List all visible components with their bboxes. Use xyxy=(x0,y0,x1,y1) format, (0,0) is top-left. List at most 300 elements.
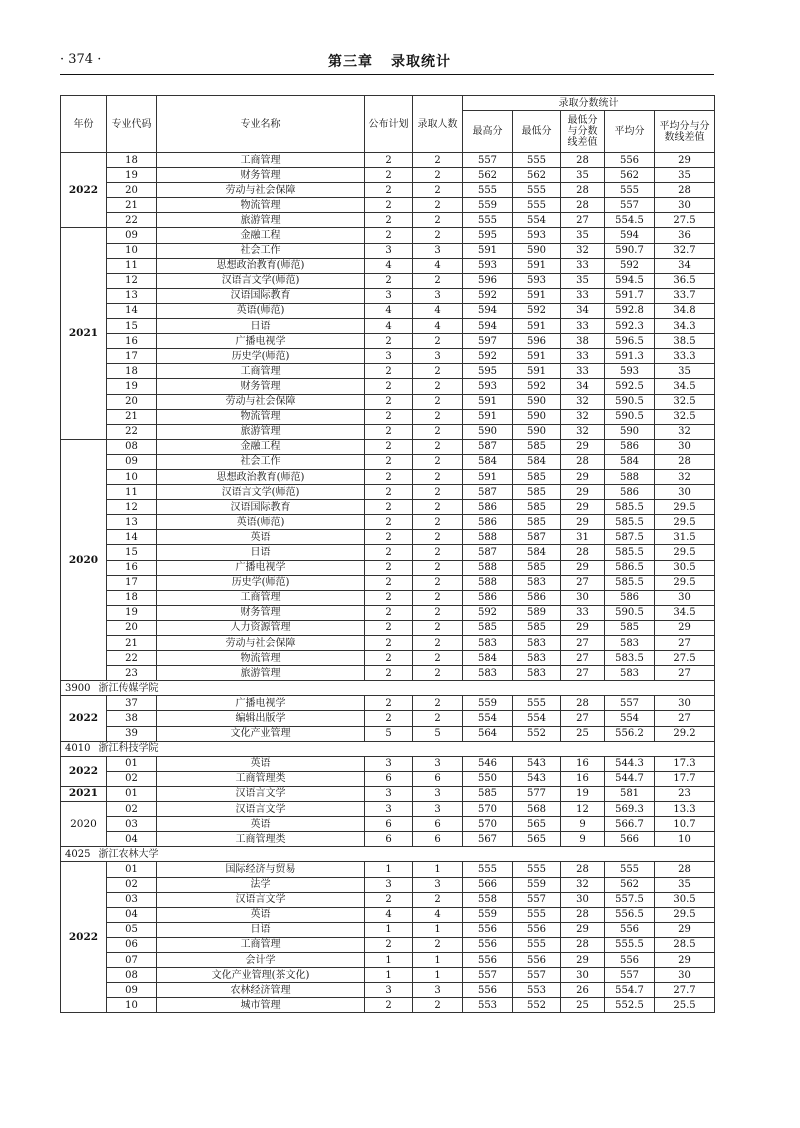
code-cell: 11 xyxy=(107,258,157,273)
min-diff-cell: 34 xyxy=(561,379,605,394)
max-cell: 592 xyxy=(463,349,513,364)
table-row xyxy=(61,515,715,530)
plan-cell: 4 xyxy=(365,303,413,318)
avg-diff-cell: 29.5 xyxy=(655,575,715,590)
admit-cell: 2 xyxy=(413,605,463,620)
admit-cell: 3 xyxy=(413,756,463,771)
col-min-diff: 最低分与分数线差值 xyxy=(561,111,605,153)
code-cell: 01 xyxy=(107,862,157,877)
avg-diff-cell: 32 xyxy=(655,469,715,484)
code-cell: 13 xyxy=(107,288,157,303)
min-cell: 585 xyxy=(513,485,561,500)
avg-cell: 544.3 xyxy=(605,756,655,771)
page-header xyxy=(60,50,710,72)
code-cell: 23 xyxy=(107,666,157,681)
plan-cell: 2 xyxy=(365,892,413,907)
chapter-label: 第三章 xyxy=(328,54,373,70)
avg-diff-cell: 30.5 xyxy=(655,560,715,575)
avg-cell: 590 xyxy=(605,424,655,439)
school-code: 3900 xyxy=(65,682,91,694)
name-cell: 汉语国际教育 xyxy=(157,500,365,515)
min-cell: 543 xyxy=(513,771,561,786)
avg-cell: 556 xyxy=(605,922,655,937)
plan-cell: 2 xyxy=(365,394,413,409)
plan-cell: 2 xyxy=(365,590,413,605)
header-rule xyxy=(60,74,714,75)
avg-diff-cell: 32.7 xyxy=(655,243,715,258)
avg-diff-cell: 30 xyxy=(655,439,715,454)
avg-cell: 585.5 xyxy=(605,575,655,590)
plan-cell: 1 xyxy=(365,862,413,877)
avg-cell: 590.5 xyxy=(605,394,655,409)
col-max: 最高分 xyxy=(463,111,513,153)
min-cell: 591 xyxy=(513,349,561,364)
name-cell: 工商管理 xyxy=(157,153,365,168)
name-cell: 旅游管理 xyxy=(157,666,365,681)
admit-cell: 2 xyxy=(413,379,463,394)
max-cell: 594 xyxy=(463,319,513,334)
admit-cell: 3 xyxy=(413,288,463,303)
code-cell: 06 xyxy=(107,937,157,952)
plan-cell: 2 xyxy=(365,605,413,620)
table-row xyxy=(61,922,715,937)
admit-cell: 2 xyxy=(413,439,463,454)
min-cell: 591 xyxy=(513,258,561,273)
name-cell: 英语(师范) xyxy=(157,303,365,318)
avg-cell: 552.5 xyxy=(605,998,655,1013)
name-cell: 工商管理 xyxy=(157,590,365,605)
admit-cell: 2 xyxy=(413,228,463,243)
name-cell: 英语 xyxy=(157,907,365,922)
table-row xyxy=(61,560,715,575)
min-diff-cell: 9 xyxy=(561,832,605,847)
min-cell: 565 xyxy=(513,832,561,847)
avg-cell: 566 xyxy=(605,832,655,847)
plan-cell: 2 xyxy=(365,153,413,168)
min-diff-cell: 29 xyxy=(561,560,605,575)
avg-diff-cell: 13.3 xyxy=(655,802,715,817)
table-row xyxy=(61,711,715,726)
avg-diff-cell: 34.5 xyxy=(655,605,715,620)
admit-cell: 4 xyxy=(413,258,463,273)
code-cell: 17 xyxy=(107,575,157,590)
table-row xyxy=(61,983,715,998)
min-diff-cell: 29 xyxy=(561,620,605,635)
admit-cell: 2 xyxy=(413,394,463,409)
table-row xyxy=(61,319,715,334)
admit-cell: 2 xyxy=(413,183,463,198)
max-cell: 585 xyxy=(463,786,513,801)
admit-cell: 5 xyxy=(413,726,463,741)
max-cell: 559 xyxy=(463,907,513,922)
max-cell: 556 xyxy=(463,983,513,998)
admit-cell: 2 xyxy=(413,213,463,228)
min-cell: 592 xyxy=(513,379,561,394)
max-cell: 588 xyxy=(463,575,513,590)
table-row xyxy=(61,500,715,515)
plan-cell: 2 xyxy=(365,545,413,560)
min-cell: 591 xyxy=(513,288,561,303)
avg-diff-cell: 29 xyxy=(655,952,715,967)
avg-cell: 569.3 xyxy=(605,802,655,817)
table-row xyxy=(61,394,715,409)
max-cell: 564 xyxy=(463,726,513,741)
max-cell: 556 xyxy=(463,937,513,952)
min-diff-cell: 34 xyxy=(561,303,605,318)
table-row xyxy=(61,620,715,635)
code-cell: 20 xyxy=(107,620,157,635)
min-cell: 552 xyxy=(513,726,561,741)
admit-cell: 3 xyxy=(413,802,463,817)
max-cell: 583 xyxy=(463,636,513,651)
avg-cell: 555 xyxy=(605,862,655,877)
max-cell: 555 xyxy=(463,183,513,198)
max-cell: 583 xyxy=(463,666,513,681)
plan-cell: 3 xyxy=(365,243,413,258)
avg-cell: 583.5 xyxy=(605,651,655,666)
table-row xyxy=(61,726,715,741)
name-cell: 汉语言文学 xyxy=(157,786,365,801)
name-cell: 思想政治教育(师范) xyxy=(157,258,365,273)
max-cell: 591 xyxy=(463,394,513,409)
name-cell: 财务管理 xyxy=(157,168,365,183)
year-cell: 2021 xyxy=(61,786,107,801)
table-row xyxy=(61,153,715,168)
max-cell: 567 xyxy=(463,832,513,847)
name-cell: 旅游管理 xyxy=(157,213,365,228)
min-cell: 586 xyxy=(513,590,561,605)
min-cell: 590 xyxy=(513,409,561,424)
plan-cell: 6 xyxy=(365,771,413,786)
admit-cell: 2 xyxy=(413,500,463,515)
code-cell: 12 xyxy=(107,500,157,515)
chapter-heading xyxy=(328,51,451,71)
avg-diff-cell: 27.7 xyxy=(655,983,715,998)
min-diff-cell: 28 xyxy=(561,198,605,213)
avg-diff-cell: 34 xyxy=(655,258,715,273)
max-cell: 594 xyxy=(463,303,513,318)
school-code: 4025 xyxy=(65,848,91,860)
name-cell: 社会工作 xyxy=(157,454,365,469)
avg-diff-cell: 33.7 xyxy=(655,288,715,303)
col-plan: 公布计划 xyxy=(365,96,413,153)
avg-cell: 556.5 xyxy=(605,907,655,922)
chapter-title: 录取统计 xyxy=(391,54,451,70)
avg-diff-cell: 32 xyxy=(655,424,715,439)
min-diff-cell: 19 xyxy=(561,786,605,801)
admit-cell: 2 xyxy=(413,198,463,213)
name-cell: 工商管理类 xyxy=(157,832,365,847)
plan-cell: 2 xyxy=(365,273,413,288)
year-cell: 2022 xyxy=(61,862,107,1013)
avg-cell: 585.5 xyxy=(605,515,655,530)
max-cell: 584 xyxy=(463,651,513,666)
code-cell: 37 xyxy=(107,696,157,711)
avg-cell: 596.5 xyxy=(605,334,655,349)
min-diff-cell: 16 xyxy=(561,771,605,786)
min-cell: 590 xyxy=(513,424,561,439)
name-cell: 财务管理 xyxy=(157,605,365,620)
plan-cell: 3 xyxy=(365,802,413,817)
min-diff-cell: 32 xyxy=(561,424,605,439)
max-cell: 597 xyxy=(463,334,513,349)
school-row xyxy=(61,681,715,696)
name-cell: 工商管理 xyxy=(157,937,365,952)
avg-cell: 544.7 xyxy=(605,771,655,786)
plan-cell: 3 xyxy=(365,349,413,364)
max-cell: 587 xyxy=(463,439,513,454)
min-cell: 577 xyxy=(513,786,561,801)
name-cell: 人力资源管理 xyxy=(157,620,365,635)
min-cell: 556 xyxy=(513,952,561,967)
table-row xyxy=(61,651,715,666)
admit-cell: 2 xyxy=(413,469,463,484)
table-row xyxy=(61,288,715,303)
name-cell: 汉语国际教育 xyxy=(157,288,365,303)
max-cell: 587 xyxy=(463,545,513,560)
min-cell: 583 xyxy=(513,666,561,681)
max-cell: 590 xyxy=(463,424,513,439)
avg-diff-cell: 29.5 xyxy=(655,515,715,530)
avg-diff-cell: 27 xyxy=(655,711,715,726)
max-cell: 566 xyxy=(463,877,513,892)
table-row xyxy=(61,771,715,786)
table-row xyxy=(61,590,715,605)
max-cell: 557 xyxy=(463,153,513,168)
max-cell: 562 xyxy=(463,168,513,183)
name-cell: 广播电视学 xyxy=(157,334,365,349)
school-row xyxy=(61,847,715,862)
admit-cell: 2 xyxy=(413,334,463,349)
plan-cell: 3 xyxy=(365,983,413,998)
plan-cell: 1 xyxy=(365,922,413,937)
max-cell: 554 xyxy=(463,711,513,726)
min-diff-cell: 29 xyxy=(561,500,605,515)
name-cell: 汉语言文学 xyxy=(157,892,365,907)
col-min: 最低分 xyxy=(513,111,561,153)
table-row xyxy=(61,485,715,500)
code-cell: 22 xyxy=(107,651,157,666)
avg-diff-cell: 10.7 xyxy=(655,817,715,832)
code-cell: 09 xyxy=(107,228,157,243)
min-cell: 565 xyxy=(513,817,561,832)
min-diff-cell: 28 xyxy=(561,907,605,922)
plan-cell: 3 xyxy=(365,877,413,892)
plan-cell: 2 xyxy=(365,183,413,198)
plan-cell: 2 xyxy=(365,530,413,545)
avg-diff-cell: 36 xyxy=(655,228,715,243)
name-cell: 历史学(师范) xyxy=(157,349,365,364)
max-cell: 584 xyxy=(463,454,513,469)
plan-cell: 2 xyxy=(365,696,413,711)
admit-cell: 6 xyxy=(413,771,463,786)
avg-cell: 592 xyxy=(605,258,655,273)
name-cell: 物流管理 xyxy=(157,409,365,424)
avg-diff-cell: 28 xyxy=(655,454,715,469)
avg-cell: 566.7 xyxy=(605,817,655,832)
admit-cell: 2 xyxy=(413,696,463,711)
plan-cell: 2 xyxy=(365,575,413,590)
admit-cell: 6 xyxy=(413,832,463,847)
avg-diff-cell: 27.5 xyxy=(655,213,715,228)
avg-cell: 554.7 xyxy=(605,983,655,998)
code-cell: 22 xyxy=(107,213,157,228)
plan-cell: 3 xyxy=(365,786,413,801)
name-cell: 文化产业管理 xyxy=(157,726,365,741)
avg-diff-cell: 25.5 xyxy=(655,998,715,1013)
min-cell: 568 xyxy=(513,802,561,817)
avg-cell: 586 xyxy=(605,590,655,605)
max-cell: 593 xyxy=(463,379,513,394)
code-cell: 20 xyxy=(107,183,157,198)
max-cell: 546 xyxy=(463,756,513,771)
max-cell: 555 xyxy=(463,213,513,228)
table-row xyxy=(61,273,715,288)
code-cell: 19 xyxy=(107,605,157,620)
admit-cell: 2 xyxy=(413,545,463,560)
name-cell: 汉语言文学 xyxy=(157,802,365,817)
min-cell: 587 xyxy=(513,530,561,545)
year-cell: 2020 xyxy=(61,802,107,847)
admit-cell: 2 xyxy=(413,666,463,681)
avg-cell: 554 xyxy=(605,711,655,726)
avg-diff-cell: 28 xyxy=(655,862,715,877)
avg-cell: 556 xyxy=(605,952,655,967)
min-cell: 584 xyxy=(513,545,561,560)
max-cell: 559 xyxy=(463,696,513,711)
min-diff-cell: 25 xyxy=(561,998,605,1013)
plan-cell: 2 xyxy=(365,998,413,1013)
admit-cell: 3 xyxy=(413,243,463,258)
avg-cell: 556.2 xyxy=(605,726,655,741)
table-row xyxy=(61,877,715,892)
plan-cell: 5 xyxy=(365,726,413,741)
avg-cell: 555 xyxy=(605,183,655,198)
min-cell: 583 xyxy=(513,636,561,651)
code-cell: 39 xyxy=(107,726,157,741)
avg-diff-cell: 34.8 xyxy=(655,303,715,318)
min-cell: 589 xyxy=(513,605,561,620)
min-cell: 562 xyxy=(513,168,561,183)
code-cell: 19 xyxy=(107,168,157,183)
table-row xyxy=(61,168,715,183)
avg-cell: 594 xyxy=(605,228,655,243)
code-cell: 07 xyxy=(107,952,157,967)
admit-cell: 4 xyxy=(413,319,463,334)
min-diff-cell: 27 xyxy=(561,636,605,651)
avg-diff-cell: 31.5 xyxy=(655,530,715,545)
avg-cell: 590.5 xyxy=(605,409,655,424)
code-cell: 02 xyxy=(107,802,157,817)
table-header xyxy=(61,96,715,153)
plan-cell: 2 xyxy=(365,409,413,424)
max-cell: 588 xyxy=(463,530,513,545)
table-row xyxy=(61,575,715,590)
avg-diff-cell: 34.3 xyxy=(655,319,715,334)
min-diff-cell: 32 xyxy=(561,409,605,424)
name-cell: 日语 xyxy=(157,319,365,334)
table-row xyxy=(61,409,715,424)
admit-cell: 3 xyxy=(413,786,463,801)
avg-cell: 562 xyxy=(605,877,655,892)
school-cell xyxy=(61,741,715,756)
min-diff-cell: 32 xyxy=(561,394,605,409)
plan-cell: 2 xyxy=(365,454,413,469)
min-diff-cell: 28 xyxy=(561,454,605,469)
plan-cell: 2 xyxy=(365,213,413,228)
table-row xyxy=(61,258,715,273)
plan-cell: 4 xyxy=(365,258,413,273)
school-name: 浙江农林大学 xyxy=(98,848,159,860)
max-cell: 570 xyxy=(463,802,513,817)
min-diff-cell: 29 xyxy=(561,485,605,500)
avg-cell: 592.5 xyxy=(605,379,655,394)
name-cell: 英语 xyxy=(157,756,365,771)
min-diff-cell: 30 xyxy=(561,968,605,983)
avg-cell: 583 xyxy=(605,636,655,651)
min-diff-cell: 26 xyxy=(561,983,605,998)
min-diff-cell: 33 xyxy=(561,349,605,364)
min-diff-cell: 35 xyxy=(561,273,605,288)
name-cell: 历史学(师范) xyxy=(157,575,365,590)
min-cell: 585 xyxy=(513,469,561,484)
max-cell: 593 xyxy=(463,258,513,273)
min-cell: 585 xyxy=(513,620,561,635)
min-diff-cell: 27 xyxy=(561,213,605,228)
table-row xyxy=(61,786,715,801)
min-diff-cell: 27 xyxy=(561,651,605,666)
code-cell: 13 xyxy=(107,515,157,530)
admit-cell: 2 xyxy=(413,711,463,726)
table-body xyxy=(61,153,715,1013)
table-row xyxy=(61,243,715,258)
avg-cell: 586 xyxy=(605,439,655,454)
min-diff-cell: 28 xyxy=(561,545,605,560)
year-cell: 2020 xyxy=(61,439,107,681)
min-cell: 556 xyxy=(513,922,561,937)
min-diff-cell: 29 xyxy=(561,515,605,530)
name-cell: 英语(师范) xyxy=(157,515,365,530)
table-row xyxy=(61,832,715,847)
avg-cell: 585.5 xyxy=(605,500,655,515)
avg-diff-cell: 29.5 xyxy=(655,500,715,515)
min-diff-cell: 27 xyxy=(561,666,605,681)
max-cell: 591 xyxy=(463,243,513,258)
min-diff-cell: 28 xyxy=(561,153,605,168)
table-row xyxy=(61,303,715,318)
admit-cell: 2 xyxy=(413,364,463,379)
code-cell: 09 xyxy=(107,454,157,469)
min-diff-cell: 28 xyxy=(561,183,605,198)
code-cell: 20 xyxy=(107,394,157,409)
min-cell: 555 xyxy=(513,183,561,198)
min-diff-cell: 29 xyxy=(561,952,605,967)
min-diff-cell: 38 xyxy=(561,334,605,349)
min-diff-cell: 29 xyxy=(561,922,605,937)
name-cell: 金融工程 xyxy=(157,439,365,454)
year-cell: 2022 xyxy=(61,696,107,741)
table-row xyxy=(61,439,715,454)
table-row xyxy=(61,469,715,484)
table-row xyxy=(61,937,715,952)
min-cell: 593 xyxy=(513,273,561,288)
name-cell: 金融工程 xyxy=(157,228,365,243)
max-cell: 591 xyxy=(463,409,513,424)
admit-cell: 1 xyxy=(413,862,463,877)
avg-diff-cell: 28.5 xyxy=(655,937,715,952)
avg-diff-cell: 29.5 xyxy=(655,545,715,560)
name-cell: 物流管理 xyxy=(157,651,365,666)
